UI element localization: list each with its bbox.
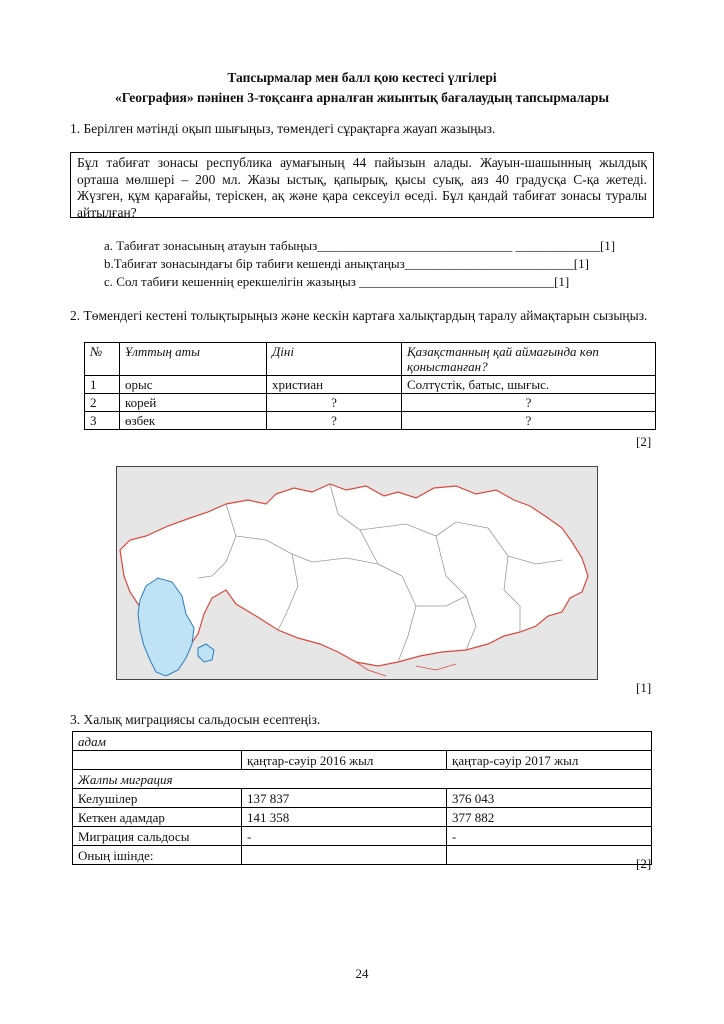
table-header-row <box>85 343 656 376</box>
header-2017: қаңтар-сәуір 2017 жыл <box>447 751 652 770</box>
unit-label: адам <box>73 732 652 751</box>
cell-region[interactable]: ? <box>402 394 656 412</box>
task3-prompt: 3. Халық миграциясы сальдосын есептеңіз. <box>70 712 321 727</box>
page-number: 24 <box>355 966 369 981</box>
task1-item-b: b.Табиғат зонасындағы бір табиғи кешенді анықтаңыз__________________________[1] <box>104 256 589 271</box>
header-religion: Діні <box>267 343 402 376</box>
cell-religion: христиан <box>267 376 402 394</box>
table-row <box>73 770 652 789</box>
table-score-mark: [2] <box>636 434 652 449</box>
header-empty <box>73 751 242 770</box>
table-row <box>73 808 652 827</box>
cell-region[interactable]: ? <box>402 412 656 430</box>
title-line-1: Тапсырмалар мен балл қою кестесі үлгілері <box>227 70 497 85</box>
nationality-table <box>84 342 656 430</box>
task1-prompt: 1. Берілген мәтінді оқып шығыңыз, төмендегі сұрақтарға жауап жазыңыз. <box>70 121 496 136</box>
cell-2017: 377 882 <box>447 808 652 827</box>
map-score-mark: [1] <box>636 680 652 695</box>
row-label: Миграция сальдосы <box>73 827 242 846</box>
task1-item-c: c. Сол табиғи кешеннің ерекшелігін жазыңыз ______________________________[1] <box>104 274 570 289</box>
cell-nationality: орыс <box>120 376 267 394</box>
cell-2016[interactable] <box>242 846 447 865</box>
cell-nationality: өзбек <box>120 412 267 430</box>
kazakhstan-contour-map[interactable] <box>116 466 598 680</box>
cell-2017: 376 043 <box>447 789 652 808</box>
table-row <box>73 732 652 751</box>
task1-item-a: a. Табиғат зонасының атауын табыңыз______________________________ _____________[1] <box>104 238 616 253</box>
cell-number: 3 <box>85 412 120 430</box>
table-row <box>85 394 656 412</box>
cell-nationality: корей <box>120 394 267 412</box>
cell-2016[interactable]: - <box>242 827 447 846</box>
header-nationality: Ұлттың аты <box>120 343 267 376</box>
row-label: Кеткен адамдар <box>73 808 242 827</box>
header-region: Қазақстанның қай аймағында көп қоныстанған? <box>402 343 656 376</box>
cell-2016: 141 358 <box>242 808 447 827</box>
header-2016: қаңтар-сәуір 2016 жыл <box>242 751 447 770</box>
task3-score-mark: [2] <box>636 856 652 871</box>
table-row <box>85 412 656 430</box>
cell-number: 2 <box>85 394 120 412</box>
cell-religion[interactable]: ? <box>267 394 402 412</box>
migration-table <box>72 731 652 865</box>
cell-religion[interactable]: ? <box>267 412 402 430</box>
cell-2016: 137 837 <box>242 789 447 808</box>
row-label: Келушілер <box>73 789 242 808</box>
table-row <box>73 789 652 808</box>
section-label: Жалпы миграция <box>73 770 652 789</box>
cell-2017[interactable]: - <box>447 827 652 846</box>
table-row <box>73 846 652 865</box>
table-header-row <box>73 751 652 770</box>
header-number: № <box>85 343 120 376</box>
task1-passage: Бұл табиғат зонасы республика аумағының 44 пайызын алады. Жауын-шашынның жылдық орташа мөлшері – 200 мл. Жазы ыстық, қапырық, қысы суық, аяз 40 градусқа С-қа жетеді. Жүзген, құм қарағайы, теріскен, ақ және қара сексеуіл өседі. Бұл қандай табиғат зонасы туралы айтылған? <box>70 152 654 218</box>
table-row <box>85 376 656 394</box>
title-line-2: «География» пәнінен 3-тоқсанға арналған жиынтық бағалаудың тапсырмалары <box>115 90 609 105</box>
task2-prompt: 2. Төмендегі кестені толықтырыңыз және кескін картаға халықтардың таралу аймақтарын сызыңыз. <box>70 308 648 323</box>
cell-number: 1 <box>85 376 120 394</box>
table-row <box>73 827 652 846</box>
row-label: Оның ішінде: <box>73 846 242 865</box>
cell-region: Солтүстік, батыс, шығыс. <box>402 376 656 394</box>
cell-2017[interactable] <box>447 846 652 865</box>
